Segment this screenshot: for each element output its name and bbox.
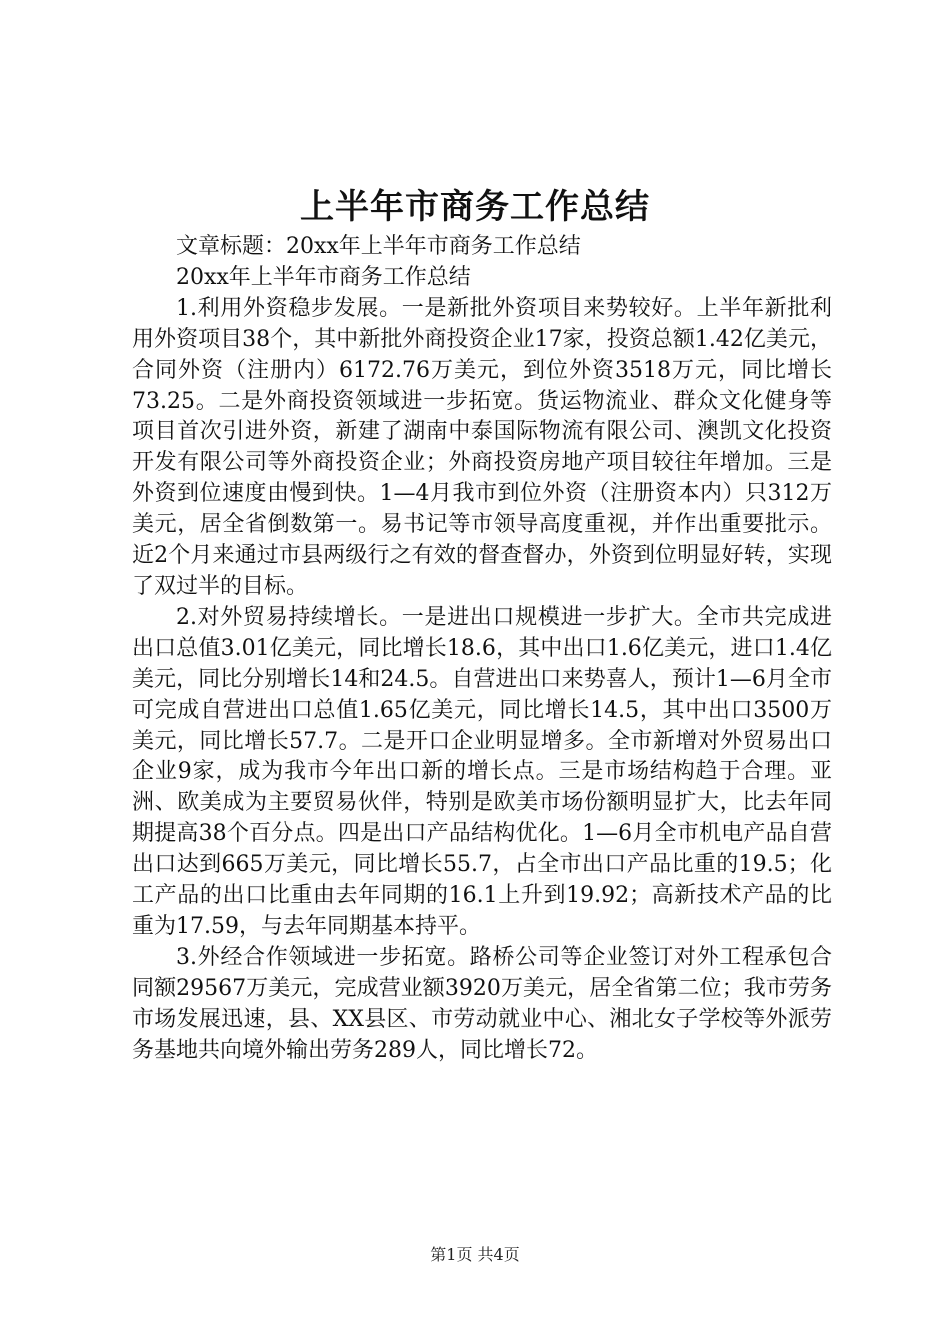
- subtitle-line: 20xx年上半年市商务工作总结: [176, 264, 471, 290]
- paragraph-foreign-trade: 2.对外贸易持续增长。一是进出口规模进一步扩大。全市共完成进出口总值3.01亿美元，同比增长18.6，其中出口1.6亿美元，进口1.4亿美元，同比分别增长14和24.5。自营进出口来势喜人，预计1—6月全市可完成自营进出口总值1.65亿美元，同比增长14.5，其中出口3500万美元，同比增长57.7。二是开口企业明显增多。全市新增对外贸易出口企业9家，成为我市今年出口新的增长点。三是市场结构趋于合理。亚洲、欧美成为主要贸易伙伴，特别是欧美市场份额明显扩大，比去年同期提高38个百分点。四是出口产品结构优化。1—6月全市机电产品自营出口达到665万美元，同比增长55.7，占全市出口产品比重的19.5；化工产品的出口比重由去年同期的16.1上升到19.92；高新技术产品的比重为17.59，与去年同期基本持平。: [132, 604, 832, 939]
- document-title: 上半年市商务工作总结: [300, 187, 650, 227]
- article-title-line: 文章标题：20xx年上半年市商务工作总结: [176, 234, 581, 259]
- paragraph-economic-cooperation: 3.外经合作领域进一步拓宽。路桥公司等企业签订对外工程承包合同额29567万美元，完成营业额3920万美元，居全省第二位；我市劳务市场发展迅速，县、XX县区、市劳动就业中心、湘北女子学校等外派劳务基地共向境外输出劳务289人，同比增长72。: [132, 944, 832, 1063]
- paragraph-foreign-investment: 1.利用外资稳步发展。一是新批外资项目来势较好。上半年新批利用外资项目38个，其中新批外商投资企业17家，投资总额1.42亿美元，合同外资（注册内）6172.76万美元，到位外资3518万元，同比增长73.25。二是外商投资领域进一步拓宽。货运物流业、群众文化健身等项目首次引进外资，新建了湖南中泰国际物流有限公司、澳凯文化投资开发有限公司等外商投资企业；外商投资房地产项目较往年增加。三是外资到位速度由慢到快。1—4月我市到位外资（注册资本内）只312万美元，居全省倒数第一。易书记等市领导高度重视，并作出重要批示。近2个月来通过市县两级行之有效的督查督办，外资到位明显好转，实现了双过半的目标。: [132, 295, 832, 599]
- document-body: [132, 232, 832, 1066]
- page-footer: 第1页 共4页: [430, 1245, 520, 1264]
